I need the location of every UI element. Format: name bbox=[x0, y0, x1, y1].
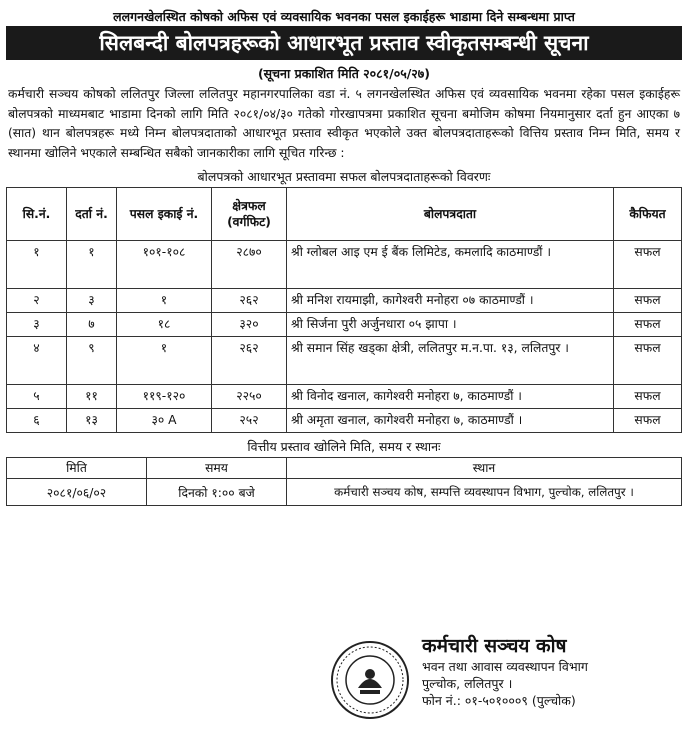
cell-bidder: श्री समान सिंह खड्का क्षेत्री, ललितपुर म.न.पा. १३, ललितपुर । bbox=[287, 337, 614, 385]
issuer-footer bbox=[330, 632, 682, 732]
cell-unit: ११९-१२० bbox=[117, 385, 212, 409]
cell-remark: सफल bbox=[614, 241, 682, 289]
table-row bbox=[7, 409, 682, 433]
notice-title-banner: सिलबन्दी बोलपत्रहरूको आधारभूत प्रस्ताव स्वीकृतसम्बन्धी सूचना bbox=[6, 26, 682, 60]
cell-remark: सफल bbox=[614, 385, 682, 409]
table-row bbox=[7, 241, 682, 289]
table-row bbox=[7, 385, 682, 409]
opening-time: दिनको १:०० बजे bbox=[147, 479, 287, 506]
cell-sn: ५ bbox=[7, 385, 67, 409]
table-row bbox=[7, 337, 682, 385]
cell-remark: सफल bbox=[614, 289, 682, 313]
cell-remark: सफल bbox=[614, 313, 682, 337]
opening-table-header bbox=[7, 458, 682, 479]
table-row bbox=[7, 313, 682, 337]
cell-unit: ३० A bbox=[117, 409, 212, 433]
col-header-date: मिति bbox=[7, 458, 147, 479]
cell-area: ३२० bbox=[212, 313, 287, 337]
cell-unit: १८ bbox=[117, 313, 212, 337]
cell-reg: ११ bbox=[67, 385, 117, 409]
cell-remark: सफल bbox=[614, 409, 682, 433]
cell-unit: १ bbox=[117, 337, 212, 385]
bidders-table-header bbox=[7, 188, 682, 241]
cell-reg: ९ bbox=[67, 337, 117, 385]
cell-reg: १ bbox=[67, 241, 117, 289]
col-header-area: क्षेत्रफल (वर्गफिट) bbox=[212, 188, 287, 241]
col-header-place: स्थान bbox=[287, 458, 682, 479]
bidders-table bbox=[6, 187, 682, 433]
opening-date: २०८१/०६/०२ bbox=[7, 479, 147, 506]
cell-bidder: श्री विनोद खनाल, कागेश्वरी मनोहरा ७, काठमाण्डौं । bbox=[287, 385, 614, 409]
col-header-remark: कैफियत bbox=[614, 188, 682, 241]
notice-paragraph: कर्मचारी सञ्चय कोषको ललितपुर जिल्ला ललितपुर महानगरपालिका वडा नं. ५ लगनखेलस्थित अफिस एवं व्यवसायिक भवनमा रहेका पसल इकाईहरू बोलपत्रको माध्यमबाट भाडामा दिनको लागि मिति २०८१/०४/३० गतेको गोरखापत्रमा प्रकाशित सूचना बमोजिम कोषमा नियमानुसार दर्ता हुन आएका ७ (सात) थान बोलपत्रहरू मध्ये निम्न बोलपत्रदाताको आधारभूत प्रस्ताव स्वीकृत भएकोले उक्त बोलपत्रदाताहरूको वित्तिय प्रस्ताव निम्न मिति, समय र स्थानमा खोलिने भएकाले सम्बन्धित सबैको जानकारीका लागि सूचित गरिन्छ : bbox=[8, 87, 680, 160]
table-row bbox=[7, 479, 682, 506]
cell-area: २२५० bbox=[212, 385, 287, 409]
cell-sn: ६ bbox=[7, 409, 67, 433]
cell-bidder: श्री ग्लोबल आइ एम ई बैंक लिमिटेड, कमलादि काठमाण्डौं । bbox=[287, 241, 614, 289]
bidders-table-caption: बोलपत्रको आधारभूत प्रस्तावमा सफल बोलपत्रदाताहरूको विवरणः bbox=[197, 169, 491, 184]
cell-sn: ३ bbox=[7, 313, 67, 337]
issuer-address: पुल्चोक, ललितपुर । bbox=[422, 676, 513, 691]
col-header-reg: दर्ता नं. bbox=[67, 188, 117, 241]
cell-sn: ४ bbox=[7, 337, 67, 385]
organization-seal-icon bbox=[330, 640, 410, 720]
cell-reg: ७ bbox=[67, 313, 117, 337]
cell-remark: सफल bbox=[614, 337, 682, 385]
opening-schedule-table bbox=[6, 457, 682, 506]
col-header-sn: सि.नं. bbox=[7, 188, 67, 241]
col-header-time: समय bbox=[147, 458, 287, 479]
col-header-unit: पसल इकाई नं. bbox=[117, 188, 212, 241]
issuer-department: भवन तथा आवास व्यवस्थापन विभाग bbox=[422, 659, 588, 674]
cell-area: २६२ bbox=[212, 289, 287, 313]
cell-reg: ३ bbox=[67, 289, 117, 313]
cell-area: २६२ bbox=[212, 337, 287, 385]
table-row bbox=[7, 289, 682, 313]
issuer-block bbox=[422, 632, 588, 709]
cell-sn: २ bbox=[7, 289, 67, 313]
issuer-name: कर्मचारी सञ्चय कोष bbox=[422, 635, 567, 657]
cell-sn: १ bbox=[7, 241, 67, 289]
cell-bidder: श्री सिर्जना पुरी अर्जुनधारा ०५ झापा । bbox=[287, 313, 614, 337]
col-header-bidder: बोलपत्रदाता bbox=[287, 188, 614, 241]
cell-bidder: श्री अमृता खनाल, कागेश्वरी मनोहरा ७, काठमाण्डौं । bbox=[287, 409, 614, 433]
publication-date: (सूचना प्रकाशित मिति २०८१/०५/२७) bbox=[257, 66, 431, 81]
opening-place: कर्मचारी सञ्चय कोष, सम्पत्ति व्यवस्थापन विभाग, पुल्चोक, ललितपुर । bbox=[287, 479, 682, 506]
opening-table-caption: वित्तीय प्रस्ताव खोलिने मिति, समय र स्थानः bbox=[247, 439, 441, 454]
cell-reg: १३ bbox=[67, 409, 117, 433]
cell-unit: १०१-१०८ bbox=[117, 241, 212, 289]
cell-bidder: श्री मनिश रायमाझी, कागेश्वरी मनोहरा ०७ काठमाण्डौं । bbox=[287, 289, 614, 313]
cell-unit: १ bbox=[117, 289, 212, 313]
notice-top-line: ललगनखेलस्थित कोषको अफिस एवं व्यवसायिक भवनका पसल इकाईहरू भाडामा दिने सम्बन्धमा प्राप्त bbox=[113, 9, 575, 24]
cell-area: २५२ bbox=[212, 409, 287, 433]
issuer-phone: फोन नं.: ०१-५०१०००९ (पुल्चोक) bbox=[422, 693, 576, 708]
cell-area: २८७० bbox=[212, 241, 287, 289]
